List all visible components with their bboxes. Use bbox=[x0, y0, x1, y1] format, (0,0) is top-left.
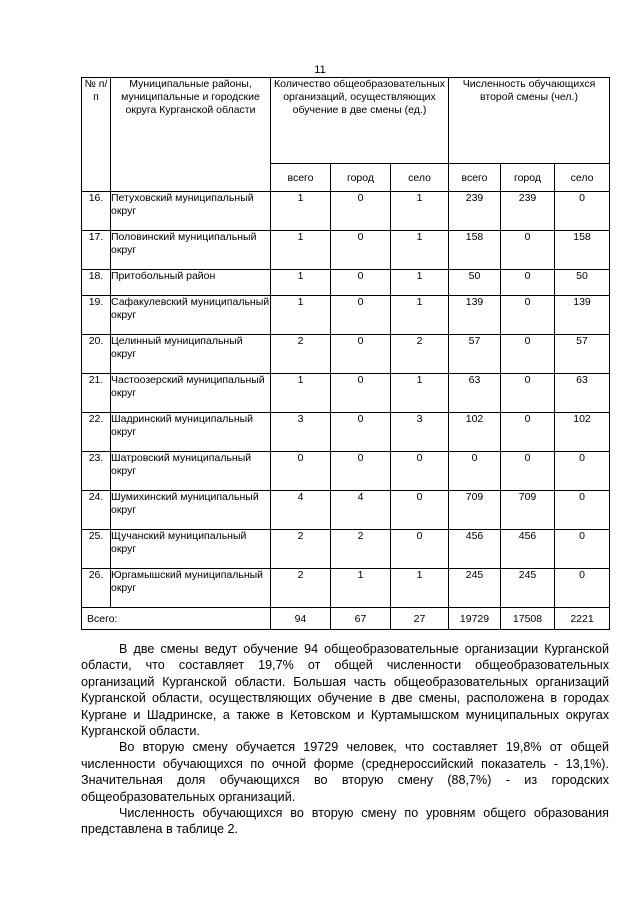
district-name: Половинский муниципальный округ bbox=[111, 231, 271, 270]
cell-orgs-city: 0 bbox=[331, 270, 391, 296]
cell-st-total: 139 bbox=[449, 296, 501, 335]
cell-orgs-village: 2 bbox=[391, 335, 449, 374]
district-name: Целинный муниципальный округ bbox=[111, 335, 271, 374]
cell-st-city: 0 bbox=[501, 270, 555, 296]
total-orgs-city: 67 bbox=[331, 608, 391, 630]
cell-st-village: 0 bbox=[555, 530, 610, 569]
header-organizations: Количество общеобразовательных организаций, осуществляющих обучение в две смены (ед.) bbox=[271, 78, 449, 164]
cell-orgs-village: 0 bbox=[391, 491, 449, 530]
district-name: Шадринский муниципальный округ bbox=[111, 413, 271, 452]
cell-st-total: 102 bbox=[449, 413, 501, 452]
cell-st-city: 0 bbox=[501, 413, 555, 452]
row-number: 18. bbox=[82, 270, 111, 296]
district-name: Частоозерский муниципальный округ bbox=[111, 374, 271, 413]
cell-orgs-total: 1 bbox=[271, 296, 331, 335]
table-row bbox=[82, 491, 610, 530]
district-name: Сафакулевский муниципальный округ bbox=[111, 296, 271, 335]
subheader-students-village: село bbox=[555, 164, 610, 192]
cell-st-city: 0 bbox=[501, 452, 555, 491]
cell-orgs-village: 3 bbox=[391, 413, 449, 452]
cell-orgs-city: 0 bbox=[331, 452, 391, 491]
body-text bbox=[81, 641, 609, 838]
cell-st-village: 57 bbox=[555, 335, 610, 374]
cell-st-total: 239 bbox=[449, 192, 501, 231]
cell-orgs-city: 4 bbox=[331, 491, 391, 530]
cell-orgs-village: 1 bbox=[391, 374, 449, 413]
cell-st-city: 456 bbox=[501, 530, 555, 569]
cell-orgs-total: 1 bbox=[271, 374, 331, 413]
cell-orgs-village: 1 bbox=[391, 569, 449, 608]
header-number: № п/п bbox=[82, 78, 111, 192]
cell-st-total: 709 bbox=[449, 491, 501, 530]
row-number: 20. bbox=[82, 335, 111, 374]
district-name: Юргамышский муниципальный округ bbox=[111, 569, 271, 608]
cell-orgs-city: 0 bbox=[331, 413, 391, 452]
table-row bbox=[82, 192, 610, 231]
second-shift-table bbox=[81, 77, 610, 630]
row-number: 22. bbox=[82, 413, 111, 452]
cell-orgs-city: 2 bbox=[331, 530, 391, 569]
row-number: 21. bbox=[82, 374, 111, 413]
cell-orgs-total: 2 bbox=[271, 569, 331, 608]
cell-orgs-total: 1 bbox=[271, 231, 331, 270]
paragraph: Численность обучающихся во вторую смену по уровням общего образования представлена в таблице 2. bbox=[81, 806, 609, 837]
cell-orgs-village: 1 bbox=[391, 231, 449, 270]
cell-orgs-village: 1 bbox=[391, 296, 449, 335]
row-number: 26. bbox=[82, 569, 111, 608]
cell-st-total: 63 bbox=[449, 374, 501, 413]
district-name: Притобольный район bbox=[111, 270, 271, 296]
cell-st-city: 0 bbox=[501, 374, 555, 413]
district-name: Щучанский муниципальный округ bbox=[111, 530, 271, 569]
cell-orgs-total: 1 bbox=[271, 192, 331, 231]
table-row bbox=[82, 231, 610, 270]
header-students: Численность обучающихся второй смены (чел.) bbox=[449, 78, 610, 164]
cell-st-village: 0 bbox=[555, 569, 610, 608]
cell-orgs-total: 3 bbox=[271, 413, 331, 452]
cell-st-total: 57 bbox=[449, 335, 501, 374]
table-row bbox=[82, 296, 610, 335]
cell-orgs-total: 1 bbox=[271, 270, 331, 296]
subheader-orgs-city: город bbox=[331, 164, 391, 192]
subheader-students-total: всего bbox=[449, 164, 501, 192]
cell-orgs-village: 0 bbox=[391, 530, 449, 569]
total-st-city: 17508 bbox=[501, 608, 555, 630]
cell-st-total: 158 bbox=[449, 231, 501, 270]
district-name: Петуховский муниципальный округ bbox=[111, 192, 271, 231]
row-number: 25. bbox=[82, 530, 111, 569]
cell-orgs-city: 0 bbox=[331, 192, 391, 231]
table-row bbox=[82, 335, 610, 374]
cell-orgs-total: 4 bbox=[271, 491, 331, 530]
table-row bbox=[82, 530, 610, 569]
table-row bbox=[82, 569, 610, 608]
cell-st-city: 0 bbox=[501, 231, 555, 270]
cell-st-village: 63 bbox=[555, 374, 610, 413]
total-st-total: 19729 bbox=[449, 608, 501, 630]
cell-st-village: 0 bbox=[555, 192, 610, 231]
cell-st-village: 0 bbox=[555, 491, 610, 530]
cell-st-village: 102 bbox=[555, 413, 610, 452]
subheader-orgs-village: село bbox=[391, 164, 449, 192]
cell-st-city: 239 bbox=[501, 192, 555, 231]
cell-st-village: 139 bbox=[555, 296, 610, 335]
total-label: Всего: bbox=[82, 608, 271, 630]
row-number: 19. bbox=[82, 296, 111, 335]
paragraph: Во вторую смену обучается 19729 человек, что составляет 19,8% от общей численности обучающихся по очной форме (среднероссийский показатель - 13,1%). Значительная доля обучающихся во вторую смену (88,7%) - из городских общеобразовательных организаций. bbox=[81, 740, 609, 804]
cell-orgs-total: 2 bbox=[271, 335, 331, 374]
cell-orgs-city: 0 bbox=[331, 296, 391, 335]
cell-orgs-city: 0 bbox=[331, 231, 391, 270]
cell-st-village: 0 bbox=[555, 452, 610, 491]
table-row bbox=[82, 413, 610, 452]
cell-orgs-city: 0 bbox=[331, 335, 391, 374]
district-name: Шатровский муниципальный округ bbox=[111, 452, 271, 491]
subheader-students-city: город bbox=[501, 164, 555, 192]
cell-st-total: 50 bbox=[449, 270, 501, 296]
row-number: 23. bbox=[82, 452, 111, 491]
cell-orgs-village: 1 bbox=[391, 192, 449, 231]
cell-st-total: 456 bbox=[449, 530, 501, 569]
row-number: 16. bbox=[82, 192, 111, 231]
total-st-village: 2221 bbox=[555, 608, 610, 630]
row-number: 24. bbox=[82, 491, 111, 530]
cell-orgs-city: 0 bbox=[331, 374, 391, 413]
table-row bbox=[82, 374, 610, 413]
total-row bbox=[82, 608, 610, 630]
cell-st-city: 0 bbox=[501, 296, 555, 335]
district-name: Шумихинский муниципальный округ bbox=[111, 491, 271, 530]
cell-st-city: 709 bbox=[501, 491, 555, 530]
subheader-orgs-total: всего bbox=[271, 164, 331, 192]
paragraph: В две смены ведут обучение 94 общеобразовательные организации Курганской области, что составляет 19,7% от общей численности общеобразовательных организаций Курганской области. Большая часть общеобразовательных организаций Курганской области, осуществляющих обучение в две смены, расположена в городах Кургане и Шадринске, а также в Кетовском и Куртамышском муниципальных округах Курганской области. bbox=[81, 642, 609, 739]
row-number: 17. bbox=[82, 231, 111, 270]
cell-st-city: 245 bbox=[501, 569, 555, 608]
total-orgs-total: 94 bbox=[271, 608, 331, 630]
cell-st-village: 50 bbox=[555, 270, 610, 296]
cell-st-total: 0 bbox=[449, 452, 501, 491]
table-row bbox=[82, 270, 610, 296]
cell-st-total: 245 bbox=[449, 569, 501, 608]
cell-orgs-village: 1 bbox=[391, 270, 449, 296]
total-orgs-village: 27 bbox=[391, 608, 449, 630]
header-district: Муниципальные районы, муниципальные и городские округа Курганской области bbox=[111, 78, 271, 192]
page-number: 11 bbox=[314, 64, 326, 76]
cell-orgs-total: 2 bbox=[271, 530, 331, 569]
cell-orgs-village: 0 bbox=[391, 452, 449, 491]
table-row bbox=[82, 452, 610, 491]
cell-st-city: 0 bbox=[501, 335, 555, 374]
cell-orgs-total: 0 bbox=[271, 452, 331, 491]
cell-st-village: 158 bbox=[555, 231, 610, 270]
cell-orgs-city: 1 bbox=[331, 569, 391, 608]
